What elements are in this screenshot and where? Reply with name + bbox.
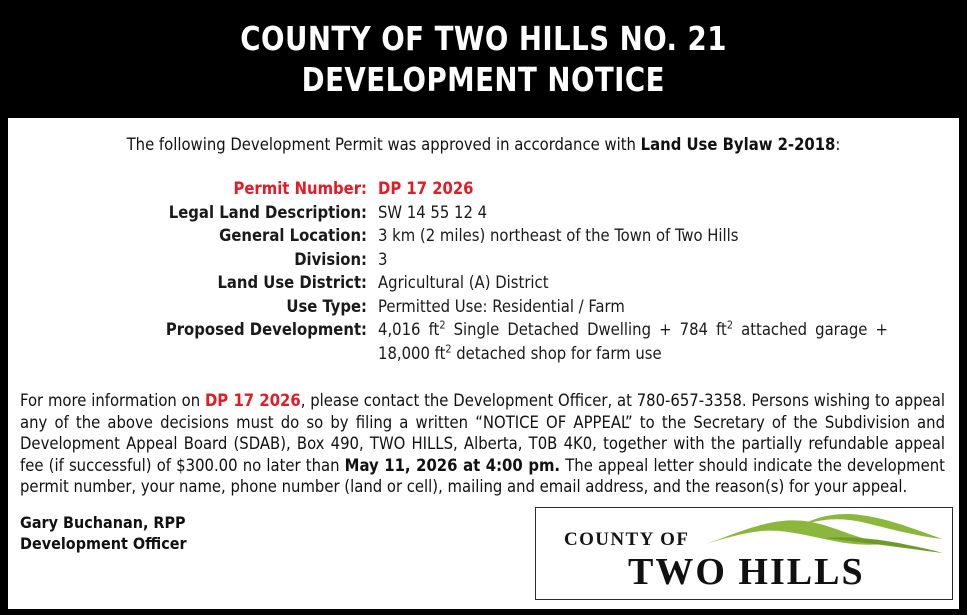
detail-label-use-type: Use Type: [286, 296, 367, 316]
appeal-deadline: May 11, 2026 at 4:00 pm. [344, 455, 561, 475]
notice-body-sheet [8, 118, 959, 609]
detail-value-permit-number: DP 17 2026 [378, 179, 474, 198]
detail-row-legal-land-description [20, 201, 947, 225]
detail-value-general-location: 3 km (2 miles) northeast of the Town of Two Hills [378, 226, 739, 245]
appeal-information-paragraph [20, 390, 947, 498]
proposed-superscript-2: 2 [726, 318, 733, 332]
signatory-title: Development Officer [20, 534, 187, 553]
detail-value-use-type: Permitted Use: Residential / Farm [378, 296, 625, 316]
county-logo-box [535, 507, 953, 600]
detail-label-proposed-development: Proposed Development: [165, 320, 367, 339]
detail-value-land-use-district: Agricultural (A) District [378, 273, 549, 292]
logo-main-text: TWO HILLS [628, 551, 865, 593]
proposed-part-2: Single Detached Dwelling + 784 ft [445, 320, 727, 339]
logo-top-text: COUNTY OF [564, 529, 690, 550]
paragraph-segment-2: , please contact the Development Officer, at 780-657-3358. Persons wishing to appeal any of the above decisions must do so by filing a written “NOTICE OF APPEAL” to the Secretary of the Subdivision and Development Appeal Board (SDAB), Box 490, TWO HILLS, Alberta, T0B 4K0, together with the partially refundable appeal fee (if successful) of $300.00 no later than [20, 391, 946, 475]
detail-label-general-location: General Location: [219, 226, 367, 245]
detail-row-permit-number [20, 177, 947, 201]
proposed-part-4: detached shop for farm use [451, 343, 662, 363]
proposed-superscript-3: 2 [445, 342, 452, 355]
detail-row-land-use-district [20, 271, 947, 295]
intro-text-after: : [835, 135, 841, 154]
signatory-name: Gary Buchanan, RPP [20, 513, 186, 532]
detail-value-division: 3 [378, 249, 388, 269]
permit-details-list [20, 177, 947, 365]
signature-block [20, 512, 187, 554]
detail-row-use-type [20, 295, 947, 319]
detail-row-proposed-development [20, 318, 947, 365]
detail-label-land-use-district: Land Use District: [217, 273, 367, 292]
page-header-band [0, 0, 967, 118]
detail-row-general-location [20, 224, 947, 248]
intro-line [20, 118, 947, 155]
detail-row-division [20, 248, 947, 272]
detail-label-legal-land-description: Legal Land Description: [168, 202, 367, 222]
detail-label-permit-number: Permit Number: [233, 179, 367, 198]
detail-value-legal-land-description: SW 14 55 12 4 [378, 202, 488, 222]
detail-label-division: Division: [294, 249, 367, 269]
paragraph-permit-reference: DP 17 2026 [204, 391, 301, 410]
bylaw-reference: Land Use Bylaw 2-2018 [640, 135, 836, 154]
intro-text-before: The following Development Permit was approved in accordance with [126, 135, 641, 154]
detail-value-proposed-development [378, 318, 947, 365]
header-title-line-2: DEVELOPMENT NOTICE [301, 60, 666, 99]
header-title-line-1: COUNTY OF TWO HILLS NO. 21 [240, 19, 727, 58]
proposed-part-1: 4,016 ft [378, 320, 440, 339]
paragraph-segment-3: The appeal letter should indicate the development permit number, your name, phone number (land or cell), mailing and email address, and the reason(s) for your appeal. [20, 455, 945, 496]
proposed-part-3: attached garage + 18,000 ft [378, 320, 888, 363]
proposed-superscript-1: 2 [439, 318, 446, 332]
paragraph-segment-1: For more information on [20, 391, 205, 410]
